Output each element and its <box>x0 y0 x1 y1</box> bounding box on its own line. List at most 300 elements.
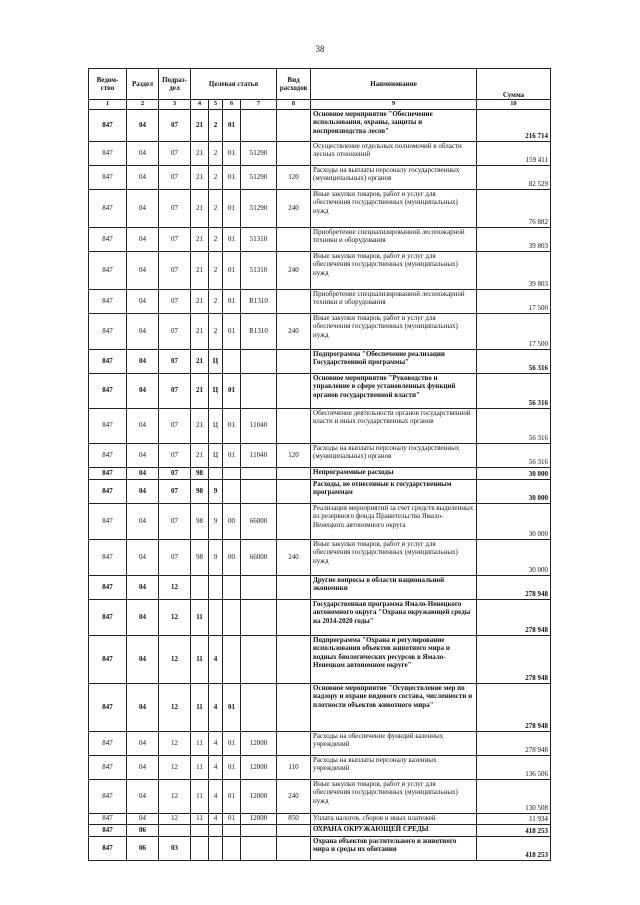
podrazdel-cell: 07 <box>159 109 191 141</box>
event-cell <box>223 599 241 635</box>
razdel-cell: 04 <box>127 503 159 539</box>
vid-cell <box>277 109 311 141</box>
vedomstvo-cell: 847 <box>89 635 127 683</box>
vedomstvo-cell: 847 <box>89 189 127 227</box>
name-cell: Расходы на выплаты персоналу государственных (муниципальных) органов <box>311 165 477 189</box>
sum-cell: 30 000 <box>477 479 551 503</box>
podrazdel-cell: 07 <box>159 479 191 503</box>
sum-cell: 56 316 <box>477 373 551 408</box>
vid-cell <box>277 289 311 313</box>
podrazdel-cell: 07 <box>159 539 191 575</box>
vedomstvo-cell: 847 <box>89 165 127 189</box>
razdel-cell: 04 <box>127 189 159 227</box>
table-row <box>89 373 551 408</box>
vid-cell <box>277 479 311 503</box>
vid-cell <box>277 683 311 731</box>
direction-cell: R1310 <box>241 313 277 349</box>
table-row <box>89 635 551 683</box>
table-row <box>89 313 551 349</box>
vid-cell: 850 <box>277 813 311 824</box>
podrazdel-cell: 07 <box>159 227 191 251</box>
subprogram-cell: Ц <box>209 443 223 467</box>
event-cell: 01 <box>223 165 241 189</box>
subprogram-cell: 2 <box>209 289 223 313</box>
podrazdel-cell: 07 <box>159 503 191 539</box>
vedomstvo-cell: 847 <box>89 479 127 503</box>
subprogram-cell: 4 <box>209 731 223 755</box>
direction-cell: 51310 <box>241 251 277 289</box>
vedomstvo-cell: 847 <box>89 467 127 479</box>
column-number: 2 <box>127 100 159 110</box>
page-number: 38 <box>315 44 325 54</box>
vid-cell: 110 <box>277 755 311 779</box>
vedomstvo-cell: 847 <box>89 443 127 467</box>
podrazdel-cell: 07 <box>159 313 191 349</box>
header-name: Наименование <box>311 69 477 100</box>
subprogram-cell: 4 <box>209 635 223 683</box>
razdel-cell: 04 <box>127 635 159 683</box>
direction-cell: 12000 <box>241 731 277 755</box>
sum-cell: 418 253 <box>477 824 551 836</box>
subprogram-cell: 2 <box>209 109 223 141</box>
event-cell: 01 <box>223 289 241 313</box>
column-number: 5 <box>209 100 223 110</box>
podrazdel-cell: 07 <box>159 165 191 189</box>
direction-cell <box>241 467 277 479</box>
vid-cell <box>277 349 311 373</box>
budget-table <box>88 68 551 861</box>
razdel-cell: 04 <box>127 539 159 575</box>
podrazdel-cell <box>159 824 191 836</box>
razdel-cell: 04 <box>127 599 159 635</box>
name-cell: Реализация мероприятий за счет средств выделенных из резервного фонда Правительства Ямало-Ненецкого автономного округа <box>311 503 477 539</box>
table-row <box>89 813 551 824</box>
direction-cell <box>241 373 277 408</box>
program-cell: 21 <box>191 189 209 227</box>
table-row <box>89 731 551 755</box>
vid-cell: 240 <box>277 313 311 349</box>
sum-cell: 159 411 <box>477 141 551 165</box>
vedomstvo-cell: 847 <box>89 539 127 575</box>
vedomstvo-cell: 847 <box>89 599 127 635</box>
column-number: 6 <box>223 100 241 110</box>
header-target: Целевая статья <box>191 69 277 100</box>
program-cell: 21 <box>191 141 209 165</box>
sum-cell: 56 316 <box>477 349 551 373</box>
podrazdel-cell: 07 <box>159 141 191 165</box>
vid-cell <box>277 373 311 408</box>
podrazdel-cell: 12 <box>159 779 191 813</box>
subprogram-cell: Ц <box>209 408 223 443</box>
podrazdel-cell: 12 <box>159 755 191 779</box>
subprogram-cell: 4 <box>209 813 223 824</box>
sum-cell: 76 882 <box>477 189 551 227</box>
sum-cell: 82 529 <box>477 165 551 189</box>
name-cell: Приобретение специализированной лесопожарной техники и оборудования <box>311 227 477 251</box>
direction-cell <box>241 479 277 503</box>
table-row <box>89 467 551 479</box>
vedomstvo-cell: 847 <box>89 289 127 313</box>
razdel-cell: 04 <box>127 109 159 141</box>
podrazdel-cell: 12 <box>159 731 191 755</box>
table-row <box>89 755 551 779</box>
razdel-cell: 04 <box>127 289 159 313</box>
razdel-cell: 04 <box>127 755 159 779</box>
table-row <box>89 141 551 165</box>
direction-cell: 51290 <box>241 141 277 165</box>
vid-cell <box>277 408 311 443</box>
table-row <box>89 189 551 227</box>
sum-cell: 17 500 <box>477 313 551 349</box>
direction-cell: 12000 <box>241 779 277 813</box>
program-cell: 11 <box>191 755 209 779</box>
sum-cell: 30 000 <box>477 503 551 539</box>
name-cell: Приобретение специализированной лесопожарной техники и оборудования <box>311 289 477 313</box>
program-cell: 21 <box>191 227 209 251</box>
name-cell: Иные закупки товаров, работ и услуг для обеспечения государственных (муниципальных) нужд <box>311 313 477 349</box>
name-cell: ОХРАНА ОКРУЖАЮЩЕЙ СРЕДЫ <box>311 824 477 836</box>
razdel-cell: 04 <box>127 479 159 503</box>
table-row <box>89 109 551 141</box>
event-cell: 01 <box>223 189 241 227</box>
razdel-cell: 04 <box>127 373 159 408</box>
podrazdel-cell: 12 <box>159 635 191 683</box>
direction-cell <box>241 824 277 836</box>
podrazdel-cell: 03 <box>159 836 191 860</box>
table-row <box>89 443 551 467</box>
razdel-cell: 04 <box>127 731 159 755</box>
table-row <box>89 779 551 813</box>
event-cell <box>223 824 241 836</box>
direction-cell: 12000 <box>241 813 277 824</box>
column-number: 3 <box>159 100 191 110</box>
vedomstvo-cell: 847 <box>89 141 127 165</box>
program-cell: 21 <box>191 408 209 443</box>
subprogram-cell: 2 <box>209 141 223 165</box>
vedomstvo-cell: 847 <box>89 836 127 860</box>
vedomstvo-cell: 847 <box>89 575 127 599</box>
table-row <box>89 599 551 635</box>
podrazdel-cell: 07 <box>159 443 191 467</box>
vedomstvo-cell: 847 <box>89 503 127 539</box>
podrazdel-cell: 12 <box>159 599 191 635</box>
vid-cell <box>277 141 311 165</box>
subprogram-cell: 4 <box>209 779 223 813</box>
program-cell <box>191 824 209 836</box>
sum-cell: 17 500 <box>477 289 551 313</box>
program-cell: 98 <box>191 467 209 479</box>
vid-cell: 240 <box>277 251 311 289</box>
vid-cell <box>277 575 311 599</box>
event-cell <box>223 836 241 860</box>
podrazdel-cell: 07 <box>159 189 191 227</box>
vedomstvo-cell: 847 <box>89 683 127 731</box>
name-cell: Расходы на обеспечение функций казенных учреждений <box>311 731 477 755</box>
table-row <box>89 289 551 313</box>
table-row <box>89 683 551 731</box>
subprogram-cell: 4 <box>209 683 223 731</box>
vid-cell <box>277 824 311 836</box>
subprogram-cell: Ц <box>209 373 223 408</box>
name-cell: Охрана объектов растительного и животного мира и среды их обитания <box>311 836 477 860</box>
sum-cell: 30 000 <box>477 539 551 575</box>
event-cell <box>223 635 241 683</box>
subprogram-cell <box>209 467 223 479</box>
subprogram-cell: 2 <box>209 165 223 189</box>
vid-cell <box>277 467 311 479</box>
direction-cell: 12000 <box>241 755 277 779</box>
vedomstvo-cell: 847 <box>89 813 127 824</box>
direction-cell: 51310 <box>241 227 277 251</box>
table-row <box>89 227 551 251</box>
subprogram-cell: 2 <box>209 189 223 227</box>
program-cell: 21 <box>191 251 209 289</box>
direction-cell <box>241 599 277 635</box>
razdel-cell: 04 <box>127 408 159 443</box>
subprogram-cell: Ц <box>209 349 223 373</box>
razdel-cell: 04 <box>127 575 159 599</box>
program-cell <box>191 836 209 860</box>
name-cell: Расходы на выплаты персоналу казенных учреждений <box>311 755 477 779</box>
razdel-cell: 04 <box>127 313 159 349</box>
header-vid: Вид расходов <box>277 69 311 100</box>
program-cell: 11 <box>191 779 209 813</box>
razdel-cell: 04 <box>127 683 159 731</box>
name-cell: Подпрограмма "Охрана и регулирование использования объектов животного мира и водных биологических ресурсов в Ямало-Ненецком автономном округе" <box>311 635 477 683</box>
direction-cell <box>241 683 277 731</box>
vedomstvo-cell: 847 <box>89 755 127 779</box>
razdel-cell: 04 <box>127 165 159 189</box>
direction-cell <box>241 635 277 683</box>
event-cell: 01 <box>223 731 241 755</box>
subprogram-cell: 2 <box>209 251 223 289</box>
program-cell: 21 <box>191 349 209 373</box>
sum-cell: 39 803 <box>477 251 551 289</box>
program-cell: 98 <box>191 503 209 539</box>
direction-cell: 51290 <box>241 165 277 189</box>
vid-cell <box>277 731 311 755</box>
razdel-cell: 06 <box>127 824 159 836</box>
direction-cell <box>241 349 277 373</box>
program-cell: 21 <box>191 373 209 408</box>
name-cell: Обеспечение деятельности органов государственной власти и иных государственных органов <box>311 408 477 443</box>
event-cell <box>223 575 241 599</box>
header-razdel: Раздел <box>127 69 159 100</box>
razdel-cell: 04 <box>127 813 159 824</box>
program-cell: 11 <box>191 683 209 731</box>
header-vedomstvo: Ведом-ство <box>89 69 127 100</box>
vedomstvo-cell: 847 <box>89 373 127 408</box>
sum-cell: 56 316 <box>477 408 551 443</box>
razdel-cell: 06 <box>127 836 159 860</box>
podrazdel-cell: 07 <box>159 251 191 289</box>
subprogram-cell: 9 <box>209 539 223 575</box>
column-number: 8 <box>277 100 311 110</box>
subprogram-cell: 4 <box>209 755 223 779</box>
table-body <box>89 109 551 860</box>
direction-cell <box>241 836 277 860</box>
subprogram-cell: 9 <box>209 503 223 539</box>
name-cell: Государственная программа Ямало-Ненецкого автономного округа "Охрана окружающей среды на 2014-2020 годы" <box>311 599 477 635</box>
sum-cell: 30 000 <box>477 467 551 479</box>
sum-cell: 11 934 <box>477 813 551 824</box>
vid-cell: 120 <box>277 165 311 189</box>
program-cell: 21 <box>191 109 209 141</box>
direction-cell: 66000 <box>241 503 277 539</box>
table-row <box>89 503 551 539</box>
podrazdel-cell: 07 <box>159 289 191 313</box>
name-cell: Осуществление отдельных полномочий в области лесных отношений <box>311 141 477 165</box>
table-row <box>89 165 551 189</box>
table-row <box>89 408 551 443</box>
column-number: 1 <box>89 100 127 110</box>
program-cell: 11 <box>191 731 209 755</box>
podrazdel-cell: 12 <box>159 575 191 599</box>
vid-cell <box>277 227 311 251</box>
direction-cell: R1310 <box>241 289 277 313</box>
program-cell: 11 <box>191 599 209 635</box>
razdel-cell: 04 <box>127 227 159 251</box>
event-cell: 01 <box>223 779 241 813</box>
vedomstvo-cell: 847 <box>89 779 127 813</box>
event-cell: 01 <box>223 683 241 731</box>
direction-cell: 66000 <box>241 539 277 575</box>
column-number: 10 <box>477 100 551 110</box>
event-cell <box>223 349 241 373</box>
event-cell: 01 <box>223 755 241 779</box>
vedomstvo-cell: 847 <box>89 824 127 836</box>
header-podrazdel: Подраз-дел <box>159 69 191 100</box>
program-cell: 11 <box>191 813 209 824</box>
razdel-cell: 04 <box>127 141 159 165</box>
sum-cell: 136 506 <box>477 755 551 779</box>
table-row <box>89 251 551 289</box>
table-row <box>89 824 551 836</box>
direction-cell: 51290 <box>241 189 277 227</box>
event-cell <box>223 479 241 503</box>
vedomstvo-cell: 847 <box>89 109 127 141</box>
program-cell: 21 <box>191 313 209 349</box>
subprogram-cell: 9 <box>209 479 223 503</box>
sum-cell: 278 948 <box>477 635 551 683</box>
sum-cell: 130 508 <box>477 779 551 813</box>
vid-cell <box>277 635 311 683</box>
name-cell: Расходы на выплаты персоналу государственных (муниципальных) органов <box>311 443 477 467</box>
name-cell: Иные закупки товаров, работ и услуг для обеспечения государственных (муниципальных) нужд <box>311 251 477 289</box>
vid-cell <box>277 599 311 635</box>
table-row <box>89 575 551 599</box>
name-cell: Подпрограмма "Обеспечение реализации Государственной программы" <box>311 349 477 373</box>
subprogram-cell <box>209 575 223 599</box>
vid-cell: 120 <box>277 443 311 467</box>
event-cell: 01 <box>223 373 241 408</box>
podrazdel-cell: 12 <box>159 813 191 824</box>
table-row <box>89 539 551 575</box>
table-row <box>89 836 551 860</box>
razdel-cell: 04 <box>127 443 159 467</box>
direction-cell: 11040 <box>241 443 277 467</box>
vedomstvo-cell: 847 <box>89 227 127 251</box>
name-cell: Непрограммные расходы <box>311 467 477 479</box>
header-sum: Сумма <box>477 69 551 100</box>
name-cell: Основное мероприятие "Обеспечение использования, охраны, защиты и воспроизводства лесов" <box>311 109 477 141</box>
program-cell: 11 <box>191 635 209 683</box>
vid-cell: 240 <box>277 189 311 227</box>
sum-cell: 278 948 <box>477 731 551 755</box>
program-cell: 98 <box>191 479 209 503</box>
event-cell: 00 <box>223 539 241 575</box>
sum-cell: 56 316 <box>477 443 551 467</box>
event-cell: 01 <box>223 251 241 289</box>
sum-cell: 418 253 <box>477 836 551 860</box>
event-cell: 00 <box>223 503 241 539</box>
event-cell: 01 <box>223 109 241 141</box>
subprogram-cell <box>209 836 223 860</box>
program-cell: 98 <box>191 539 209 575</box>
column-number: 7 <box>241 100 277 110</box>
vid-cell: 240 <box>277 539 311 575</box>
name-cell: Основное мероприятие "Осуществление мер по надзору и охране видового состава, численности и плотности объектов животного мира" <box>311 683 477 731</box>
subprogram-cell: 2 <box>209 313 223 349</box>
razdel-cell: 04 <box>127 779 159 813</box>
event-cell <box>223 467 241 479</box>
event-cell: 01 <box>223 141 241 165</box>
vedomstvo-cell: 847 <box>89 313 127 349</box>
event-cell: 01 <box>223 227 241 251</box>
event-cell: 01 <box>223 813 241 824</box>
podrazdel-cell: 07 <box>159 373 191 408</box>
podrazdel-cell: 07 <box>159 408 191 443</box>
name-cell: Расходы, не отнесенные к государственным программам <box>311 479 477 503</box>
event-cell: 01 <box>223 408 241 443</box>
name-cell: Уплата налогов, сборов и иных платежей <box>311 813 477 824</box>
vid-cell: 240 <box>277 779 311 813</box>
sum-cell: 39 803 <box>477 227 551 251</box>
subprogram-cell <box>209 824 223 836</box>
razdel-cell: 04 <box>127 349 159 373</box>
vid-cell <box>277 836 311 860</box>
column-number: 4 <box>191 100 209 110</box>
sum-cell: 278 948 <box>477 683 551 731</box>
sum-cell: 216 714 <box>477 109 551 141</box>
direction-cell <box>241 109 277 141</box>
name-cell: Иные закупки товаров, работ и услуг для обеспечения государственных (муниципальных) нужд <box>311 539 477 575</box>
direction-cell: 11040 <box>241 408 277 443</box>
name-cell: Другие вопросы в области национальной экономики <box>311 575 477 599</box>
program-cell: 21 <box>191 165 209 189</box>
subprogram-cell: 2 <box>209 227 223 251</box>
column-number: 9 <box>311 100 477 110</box>
sum-cell: 278 948 <box>477 575 551 599</box>
sum-cell: 278 948 <box>477 599 551 635</box>
table-row <box>89 349 551 373</box>
program-cell <box>191 575 209 599</box>
podrazdel-cell: 07 <box>159 349 191 373</box>
razdel-cell: 04 <box>127 467 159 479</box>
vedomstvo-cell: 847 <box>89 349 127 373</box>
vedomstvo-cell: 847 <box>89 408 127 443</box>
program-cell: 21 <box>191 443 209 467</box>
table-row <box>89 479 551 503</box>
vid-cell <box>277 503 311 539</box>
direction-cell <box>241 575 277 599</box>
event-cell: 01 <box>223 443 241 467</box>
podrazdel-cell: 12 <box>159 683 191 731</box>
podrazdel-cell: 07 <box>159 467 191 479</box>
program-cell: 21 <box>191 289 209 313</box>
vedomstvo-cell: 847 <box>89 731 127 755</box>
subprogram-cell <box>209 599 223 635</box>
